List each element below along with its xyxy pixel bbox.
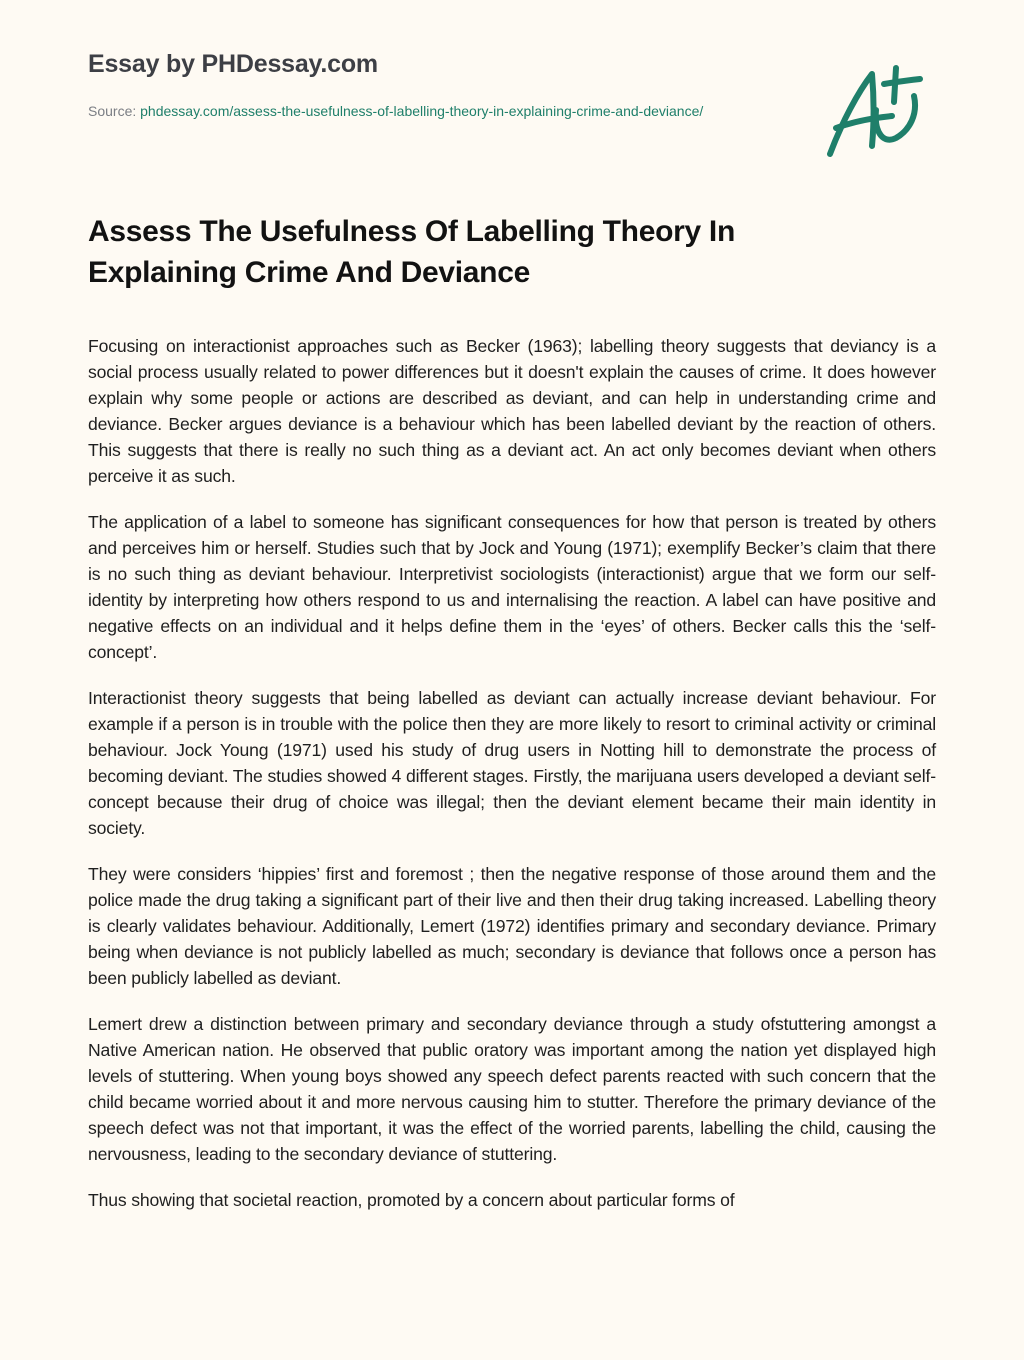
- site-brand: Essay by PHDessay.com: [88, 50, 378, 78]
- essay-paragraph: They were considers ‘hippies’ first and foremost ; then the negative response of those around them and the police made the drug taking a significant part of their live and then their drug taking increased. Labelling theory is clearly validates behaviour. Additionally, Lemert (1972) identifies primary and secondary deviance. Primary being when deviance is not publicly labelled as much; secondary is deviance that follows once a person has been publicly labelled as deviant.: [88, 864, 936, 988]
- essay-paragraph: Focusing on interactionist approaches such as Becker (1963); labelling theory suggests that deviancy is a social process usually related to power differences but it doesn't explain the causes of crime. It does however explain why some people or actions are described as deviant, and can help in understanding crime and deviance. Becker argues deviance is a behaviour which has been labelled deviant by the reaction of others. This suggests that there is really no such thing as a deviant act. An act only becomes deviant when others perceive it as such.: [88, 336, 936, 486]
- a-plus-grade-icon: [822, 62, 932, 162]
- essay-paragraph: The application of a label to someone has significant consequences for how that person is treated by others and perceives him or herself. Studies such that by Jock and Young (1971); exemplify Becker’s claim that there is no such thing as deviant behaviour. Interpretivist sociologists (interactionist) argue that we form our self-identity by interpreting how others respond to us and internalising the reaction. A label can have positive and negative effects on an individual and it helps define them in the ‘eyes’ of others. Becker calls this the ‘self-concept’.: [88, 512, 936, 662]
- essay-paragraph: Thus showing that societal reaction, promoted by a concern about particular forms of: [88, 1190, 735, 1210]
- essay-paragraph: Lemert drew a distinction between primary and secondary deviance through a study ofstuttering amongst a Native American nation. He observed that public oratory was important among the nation yet displayed high levels of stuttering. When young boys showed any speech defect parents reacted with such concern that the child became worried about it and more nervous causing him to stutter. Therefore the primary deviance of the speech defect was not that important, it was the effect of the worried parents, labelling the child, causing the nervousness, leading to the secondary deviance of stuttering.: [88, 1014, 936, 1164]
- source-label: Source:: [88, 103, 141, 119]
- essay-paragraph: Interactionist theory suggests that being labelled as deviant can actually increase deviant behaviour. For example if a person is in trouble with the police then they are more likely to resort to criminal activity or criminal behaviour. Jock Young (1971) used his study of drug users in Notting hill to demonstrate the process of becoming deviant. The studies showed 4 different stages. Firstly, the marijuana users developed a deviant self-concept because their drug of choice was illegal; then the deviant element became their main identity in society.: [88, 688, 936, 838]
- essay-title: Assess The Usefulness Of Labelling Theory In Explaining Crime And Deviance: [88, 215, 735, 289]
- essay-body: [88, 333, 936, 1233]
- source-link[interactable]: phdessay.com/assess-the-usefulness-of-labelling-theory-in-explaining-crime-and-deviance/: [140, 103, 704, 119]
- source-line: [88, 101, 778, 122]
